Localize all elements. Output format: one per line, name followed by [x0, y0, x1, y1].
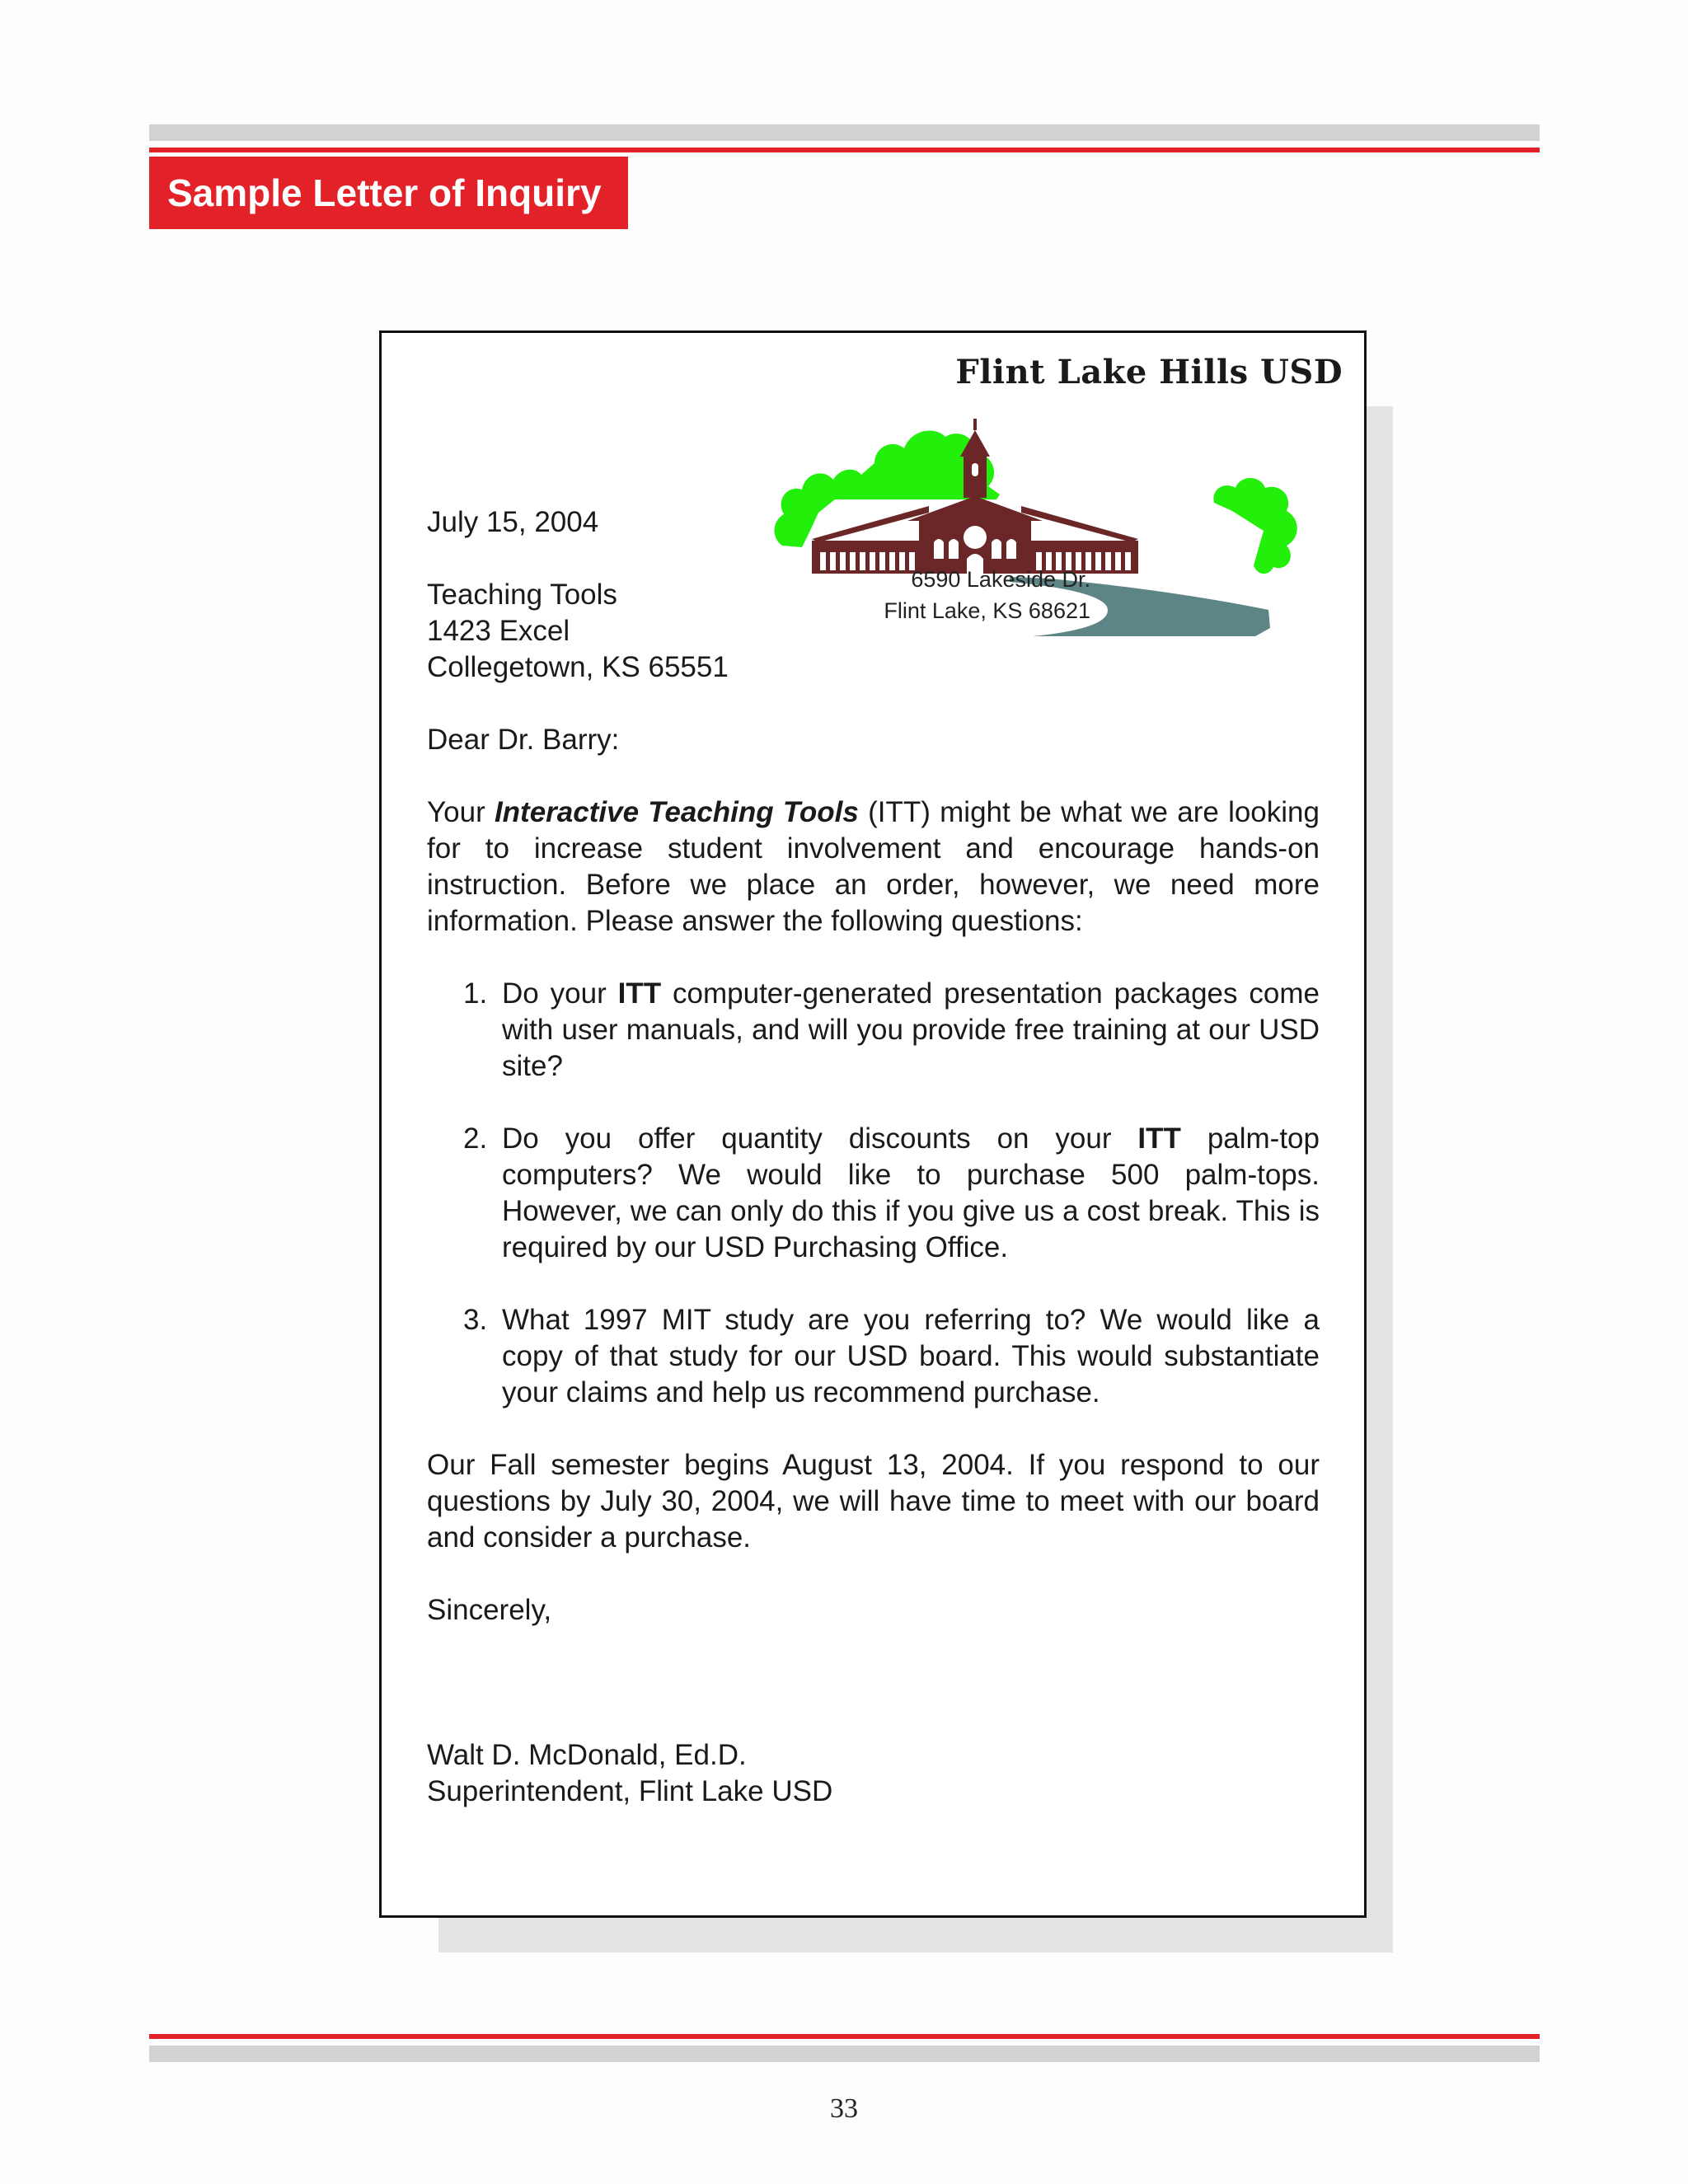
question-text: Do you offer quantity discounts on your — [502, 1122, 1138, 1155]
recipient-line2: 1423 Excel — [427, 615, 570, 647]
top-red-rule — [149, 148, 1540, 152]
question-number: 2. — [463, 1122, 488, 1155]
bottom-red-rule — [149, 2034, 1540, 2039]
salutation: Dear Dr. Barry: — [427, 724, 620, 756]
closing: Sincerely, — [427, 1594, 552, 1626]
question-text: palm-top computers? We would like to purchase 500 palm-tops. However, we can only do this if you give us a cost break. This is required by our USD Purchasing Office. — [502, 1122, 1320, 1263]
product-name: Interactive Teaching Tools — [494, 796, 859, 828]
signer-name: Walt D. McDonald, Ed.D. — [427, 1739, 747, 1771]
question-text: What 1997 MIT study are you referring to? We would like a copy of that study for our USD board. This would substantiate your claims and help us recommend purchase. — [502, 1304, 1320, 1408]
recipient-line3: Collegetown, KS 65551 — [427, 651, 729, 683]
signer-title: Superintendent, Flint Lake USD — [427, 1775, 833, 1807]
question-bold: ITT — [617, 977, 662, 1010]
question-text: Do your — [502, 977, 618, 1010]
top-gray-rule — [149, 124, 1540, 141]
question-list — [427, 976, 1320, 1411]
closing-paragraph: Our Fall semester begins August 13, 2004. If you respond to our questions by July 30, 2004, we will have time to meet with our board and consider a purchase. — [427, 1449, 1320, 1554]
list-item — [427, 1121, 1320, 1266]
question-bold: ITT — [1137, 1122, 1181, 1155]
question-number: 3. — [463, 1304, 488, 1336]
list-item — [427, 976, 1320, 1085]
letterhead-address-line2: Flint Lake, KS 68621 — [884, 598, 1090, 623]
bottom-gray-rule — [149, 2046, 1540, 2062]
intro-paragraph — [427, 794, 1320, 940]
intro-rest: (ITT) might be what we are looking for to increase student involvement and encourage hands-on instruction. Before we place an order, however, we need more information. Please answer the following questions: — [427, 796, 1320, 937]
section-title: Sample Letter of Inquiry — [149, 157, 628, 229]
letter-body — [427, 504, 1320, 1810]
letterhead-name: Flint Lake Hills USD — [955, 353, 1343, 391]
list-item — [427, 1302, 1320, 1411]
letter-date: July 15, 2004 — [427, 506, 599, 538]
question-number: 1. — [463, 977, 488, 1010]
page-number: 33 — [830, 2093, 858, 2124]
letterhead-address-line1: 6590 Lakeside Dr. — [911, 567, 1090, 592]
intro-prefix: Your — [427, 796, 495, 828]
question-text: computer-generated presentation packages come with user manuals, and will you provide free training at our USD site? — [502, 977, 1320, 1082]
recipient-line1: Teaching Tools — [427, 579, 617, 611]
letter-page — [379, 330, 1367, 1918]
